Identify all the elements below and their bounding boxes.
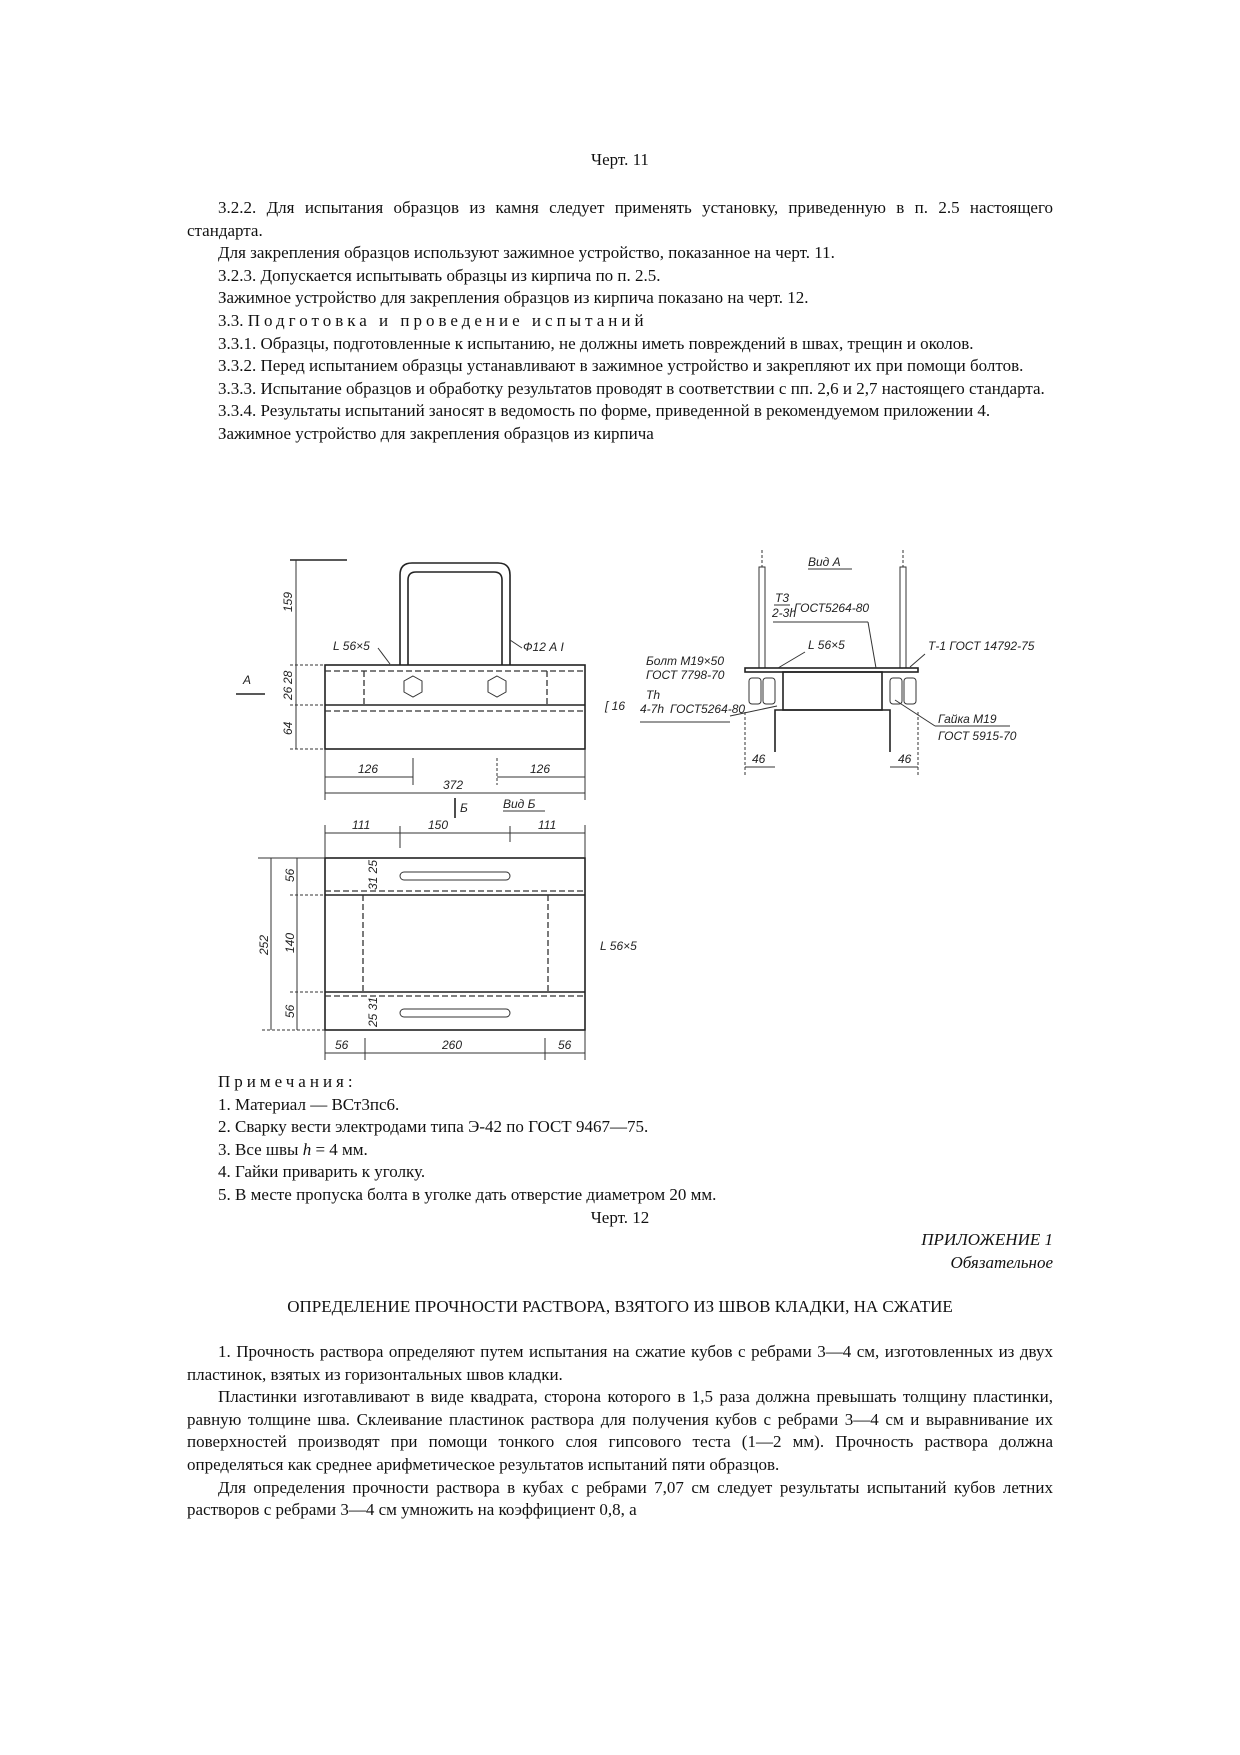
front-view bbox=[236, 560, 625, 818]
angle-label-b: L 56×5 bbox=[600, 939, 637, 953]
dim-159: 159 bbox=[281, 591, 295, 612]
weld-right-label: Т-1 ГОСТ 14792-75 bbox=[928, 639, 1035, 653]
slot-dim-top: 31 25 bbox=[366, 859, 380, 890]
dim-56-bottom: 56 bbox=[283, 1004, 297, 1018]
note-item: 5. В месте пропуска болта в уголке дать отверстие диаметром 20 мм. bbox=[218, 1184, 717, 1204]
appendix-label: ПРИЛОЖЕНИЕ 1 bbox=[921, 1230, 1053, 1250]
notes-title: Примечания: bbox=[218, 1072, 357, 1091]
view-b-title: Вид Б bbox=[503, 797, 536, 811]
note-text: 3. Все швы bbox=[218, 1139, 303, 1159]
drawing-intro: Зажимное устройство для закрепления образцов из кирпича bbox=[218, 423, 654, 443]
dim-111-left: 111 bbox=[352, 818, 371, 832]
paragraph: 1. Прочность раствора определяют путем испытания на сжатие кубов с ребрами 3—4 см, изготовленных из двух пластинок, взятых из горизонтальных швов кладки. bbox=[187, 1342, 1053, 1384]
dim-126-left: 126 bbox=[358, 762, 379, 776]
angle-label-a: L 56×5 bbox=[808, 638, 845, 652]
channel-label: [ 16 bbox=[605, 699, 626, 713]
clamping-device-drawing bbox=[0, 540, 1240, 1060]
section-heading bbox=[187, 310, 1053, 333]
dim-111-right: 111 bbox=[538, 818, 557, 832]
paragraph: 3.3.2. Перед испытанием образцы устанавливают в зажимное устройство и закрепляют их при помощи болтов. bbox=[218, 356, 1024, 376]
dim-56-b1: 56 bbox=[335, 1038, 349, 1052]
appendix-body bbox=[187, 1341, 1053, 1522]
section-title: Подготовка и проведение испытаний bbox=[247, 310, 648, 330]
dim-28: 28 bbox=[281, 670, 295, 684]
weld-top-std: ГОСТ5264-80 bbox=[794, 601, 870, 615]
section-3-2 bbox=[187, 197, 1053, 446]
paragraph: Пластинки изготавливают в виде квадрата, сторона которого в 1,5 раза должна превышать толщину пластинки, равную толщине шва. Склеивание пластинок раствора для получения кубов с ребрами 3—4 см и выравнивание их поверхностей производят при помощи тонкого слоя гипсового теста (1—2 мм). Прочность раствора должна определяться как среднее арифметическое результатов испытаний пяти образцов. bbox=[187, 1387, 1053, 1474]
appendix-status: Обязательное bbox=[950, 1252, 1053, 1272]
weld-low-std: ГОСТ5264-80 bbox=[670, 702, 746, 716]
view-b bbox=[257, 797, 637, 1060]
note-item: 4. Гайки приварить к уголку. bbox=[218, 1162, 426, 1182]
nut-standard: ГОСТ 5915-70 bbox=[938, 729, 1017, 743]
dim-260: 260 bbox=[442, 1038, 463, 1052]
note-variable: h bbox=[302, 1139, 312, 1159]
paragraph: Для закрепления образцов используют зажимное устройство, показанное на черт. 11. bbox=[218, 243, 835, 263]
note-text: = 4 мм. bbox=[311, 1139, 368, 1159]
paragraph: Для определения прочности раствора в кубах с ребрами 7,07 см следует результаты испытаний кубов летних растворов с ребрами 3—4 см умножить на коэффициент 0,8, а bbox=[187, 1477, 1053, 1520]
bolt-label: Болт М19×50 bbox=[646, 654, 725, 668]
paragraph: 3.3.1. Образцы, подготовленные к испытанию, не должны иметь повреждений в швах, трещин и околов. bbox=[218, 333, 974, 353]
appendix-title: ОПРЕДЕЛЕНИЕ ПРОЧНОСТИ РАСТВОРА, ВЗЯТОГО ИЗ ШВОВ КЛАДКИ, НА СЖАТИЕ bbox=[287, 1297, 953, 1316]
paragraph: 3.2.3. Допускается испытывать образцы из кирпича по п. 2.5. bbox=[218, 265, 661, 285]
dim-56-b3: 56 bbox=[558, 1038, 572, 1052]
figure-caption-11: Черт. 11 bbox=[591, 150, 649, 169]
dim-126-right: 126 bbox=[530, 762, 551, 776]
view-a bbox=[640, 550, 1035, 775]
dim-26: 26 bbox=[281, 686, 295, 700]
notes bbox=[187, 1071, 1053, 1274]
nut-label: Гайка М19 bbox=[938, 712, 997, 726]
slot-dim-bottom: 25 31 bbox=[366, 996, 380, 1027]
dim-150: 150 bbox=[428, 818, 449, 832]
note-item: 2. Сварку вести электродами типа Э-42 по ГОСТ 9467—75. bbox=[218, 1117, 649, 1137]
paragraph: 3.3.4. Результаты испытаний заносят в ведомость по форме, приведенной в рекомендуемом приложении 4. bbox=[218, 401, 991, 421]
rod-label: Ф12 А I bbox=[523, 640, 564, 654]
arrow-a-label: А bbox=[243, 673, 252, 687]
dim-64: 64 bbox=[281, 721, 295, 735]
dim-46-left: 46 bbox=[752, 752, 766, 766]
dim-140: 140 bbox=[283, 932, 297, 953]
weld-top-den: 2-3h bbox=[772, 606, 797, 620]
dim-252: 252 bbox=[257, 934, 271, 955]
view-a-title: Вид А bbox=[808, 555, 841, 569]
note-item bbox=[187, 1139, 1053, 1162]
section-number: 3.3. bbox=[218, 310, 244, 330]
figure-caption-12: Черт. 12 bbox=[590, 1207, 650, 1227]
paragraph: 3.3.3. Испытание образцов и обработку результатов проводят в соответствии с пп. 2,6 и 2,7 настоящего стандарта. bbox=[218, 378, 1045, 398]
arrow-b-label: Б bbox=[460, 801, 468, 815]
paragraph: Зажимное устройство для закрепления образцов из кирпича показано на черт. 12. bbox=[218, 288, 809, 308]
weld-top-num: Т3 bbox=[775, 591, 790, 605]
paragraph: 3.2.2. Для испытания образцов из камня следует применять установку, приведенную в п. 2.5 настоящего стандарта. bbox=[187, 198, 1053, 240]
angle-label: L 56×5 bbox=[333, 639, 370, 653]
dim-372: 372 bbox=[443, 778, 464, 792]
bolt-standard: ГОСТ 7798-70 bbox=[646, 668, 725, 682]
dim-46-right: 46 bbox=[898, 752, 912, 766]
weld-low-den: 4-7h bbox=[640, 702, 665, 716]
note-item: 1. Материал — ВСт3пс6. bbox=[218, 1094, 400, 1114]
dim-56-top: 56 bbox=[283, 868, 297, 882]
weld-low-num: Тh bbox=[646, 688, 661, 702]
